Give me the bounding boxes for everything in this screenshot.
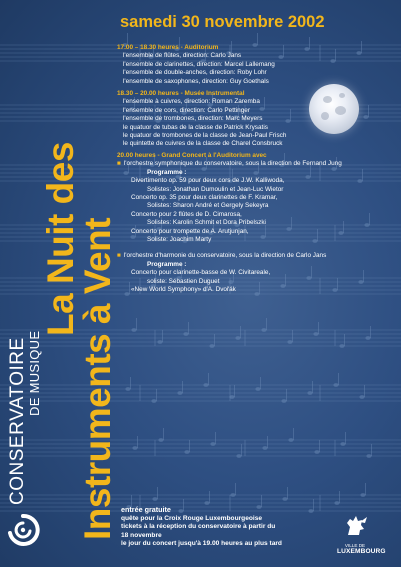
program-line: l'ensemble de clarinettes, direction: Marcel Lallemang <box>123 60 275 68</box>
bullet-square-icon: ■ <box>117 160 121 168</box>
title-line-1: La Nuit des <box>40 142 81 336</box>
program-line: l'ensemble de flûtes, direction: Carlo Jans <box>123 52 242 60</box>
ville-luxembourg-lion-icon <box>340 513 370 537</box>
footer-line: le jour du concert jusqu'à 19.00 heures au plus tard <box>121 540 282 548</box>
program-line: Solistes: Karolin Schmit et Dora Pribelszki <box>147 219 266 227</box>
section-musee <box>117 90 286 149</box>
program-line: Concerto pour 2 flûtes de D. Cimarosa, <box>131 210 242 218</box>
title-line-2: Instruments à Vent <box>77 217 118 540</box>
program-line: Divertimento op. 59 pour deux cors de J.W. Kalliwoda, <box>131 177 285 185</box>
program-line: Concerto op. 35 pour deux clarinettes de F. Kramar, <box>131 194 278 202</box>
moon-image <box>309 84 359 134</box>
program-line: Soliste: Joachim Marty <box>147 236 212 244</box>
ville-de-label: VILLE DE <box>344 543 366 548</box>
section-auditorium <box>117 44 275 86</box>
footer-info <box>121 506 282 549</box>
section-heading: 20.00 heures - Grand Concert à l'Auditorium avec <box>117 152 267 159</box>
program-line: l'ensemble de double-anches, direction: Roby Lohr <box>123 69 267 77</box>
de-musique-label: DE MUSIQUE <box>27 330 42 416</box>
program-line: «New World Symphony» d'A. Dvořák <box>131 286 236 294</box>
conservatoire-swirl-icon <box>6 513 40 547</box>
section-grand-concert <box>117 152 342 295</box>
program-line: Concerto pour clarinette-basse de W. Civitareale, <box>131 269 271 277</box>
program-line: l'ensemble de cors, direction: Carlo Pettinger <box>123 106 250 114</box>
section-heading: 17.00 – 18.30 heures - Auditorium <box>117 44 219 51</box>
programme-label: Programme : <box>147 168 187 176</box>
event-date: samedi 30 novembre 2002 <box>120 13 325 31</box>
programme-label: Programme : <box>147 260 187 268</box>
footer-line: 18 novembre <box>121 531 162 539</box>
program-line: le quatuor de trombones de la classe de Jean-Paul Frisch <box>123 132 287 140</box>
footer-line: tickets à la réception du conservatoire à partir du <box>121 523 276 531</box>
program-line: Concerto pour trompette de A. Arutjunjan, <box>131 227 249 235</box>
orchestra-line: l'orchestre symphonique du conservatoire, sous la direction de Fernand Jung <box>123 160 342 168</box>
section-heading: 18.30 – 20.00 heures - Musée Instrumental <box>117 90 245 97</box>
program-line: le quatuor de tubas de la classe de Patrick Krysatis <box>123 123 268 131</box>
program-line: l'ensemble à cuivres, direction: Roman Zaremba <box>123 98 260 106</box>
footer-line: quête pour la Croix Rouge Luxembourgeoise <box>121 514 263 522</box>
conservatoire-label: CONSERVATOIRE <box>7 337 28 505</box>
program-line: l'ensemble de saxophones, direction: Guy Goethals <box>123 77 269 85</box>
luxembourg-label: LUXEMBOURG <box>337 548 386 555</box>
program-line: soliste: Sébastien Duguet <box>147 277 220 285</box>
footer-line: entrée gratuite <box>121 505 171 514</box>
program-line: l'ensemble de trombones, direction: Marc Meyers <box>123 115 263 123</box>
program-line: Solistes: Jonathan Dumoulin et Jean-Luc Wietor <box>147 185 284 193</box>
orchestra-line: l'orchestre d'harmonie du conservatoire, sous la direction de Carlo Jans <box>123 252 327 260</box>
program-line: le quintette de cuivres de la classe de Charel Consbruck <box>123 140 283 148</box>
bullet-square-icon: ■ <box>117 252 121 260</box>
program-line: Solistes: Sharon André et Gergely Sekeyra <box>147 202 269 210</box>
ville-luxembourg-logo <box>337 513 386 555</box>
